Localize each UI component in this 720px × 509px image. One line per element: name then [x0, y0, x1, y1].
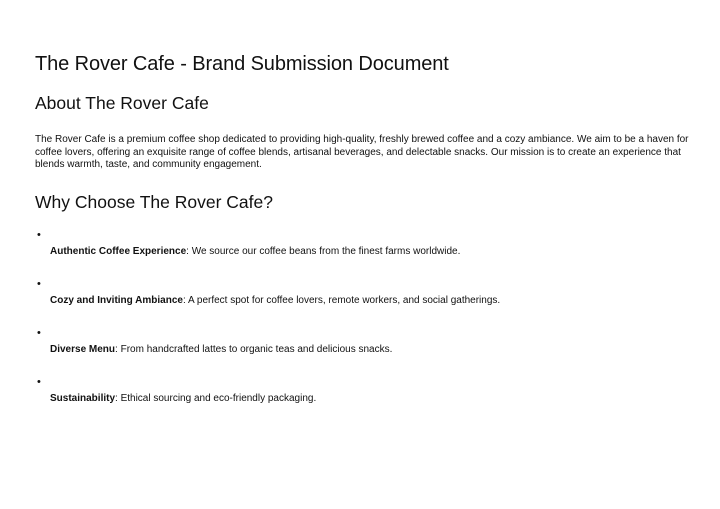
list-item-text — [50, 343, 392, 356]
list-item-title: Cozy and Inviting Ambiance — [50, 295, 183, 306]
bullet-icon: • — [37, 229, 41, 241]
about-heading: About The Rover Cafe — [35, 93, 209, 113]
document-title: The Rover Cafe - Brand Submission Document — [35, 53, 449, 75]
list-item-description: : We source our coffee beans from the finest farms worldwide. — [186, 246, 461, 257]
list-item — [35, 375, 690, 424]
list-item-title: Diverse Menu — [50, 344, 116, 355]
list-item-text — [50, 245, 460, 258]
list-item-text — [50, 392, 316, 405]
list-item-title: Sustainability — [50, 393, 116, 404]
bullet-icon: • — [37, 376, 41, 388]
list-item-text — [50, 294, 500, 307]
list-item — [35, 228, 690, 277]
bullet-icon: • — [37, 327, 41, 339]
list-item — [35, 326, 690, 375]
why-heading: Why Choose The Rover Cafe? — [35, 192, 273, 212]
list-item-description: : From handcrafted lattes to organic teas and delicious snacks. — [115, 344, 393, 355]
feature-list — [35, 228, 690, 424]
bullet-icon: • — [37, 278, 41, 290]
list-item-title: Authentic Coffee Experience — [50, 246, 187, 257]
list-item — [35, 277, 690, 326]
list-item-description: : Ethical sourcing and eco-friendly packaging. — [115, 393, 317, 404]
list-item-description: : A perfect spot for coffee lovers, remote workers, and social gatherings. — [182, 295, 501, 306]
about-paragraph: The Rover Cafe is a premium coffee shop dedicated to providing high-quality, freshly brewed coffee and a cozy ambiance. We aim to be a haven for coffee lovers, offering an exquisite range of coffee blends, artisanal beverages, and delectable snacks. Our mission is to create an experience that blends warmth, taste, and community engagement. — [35, 134, 689, 170]
